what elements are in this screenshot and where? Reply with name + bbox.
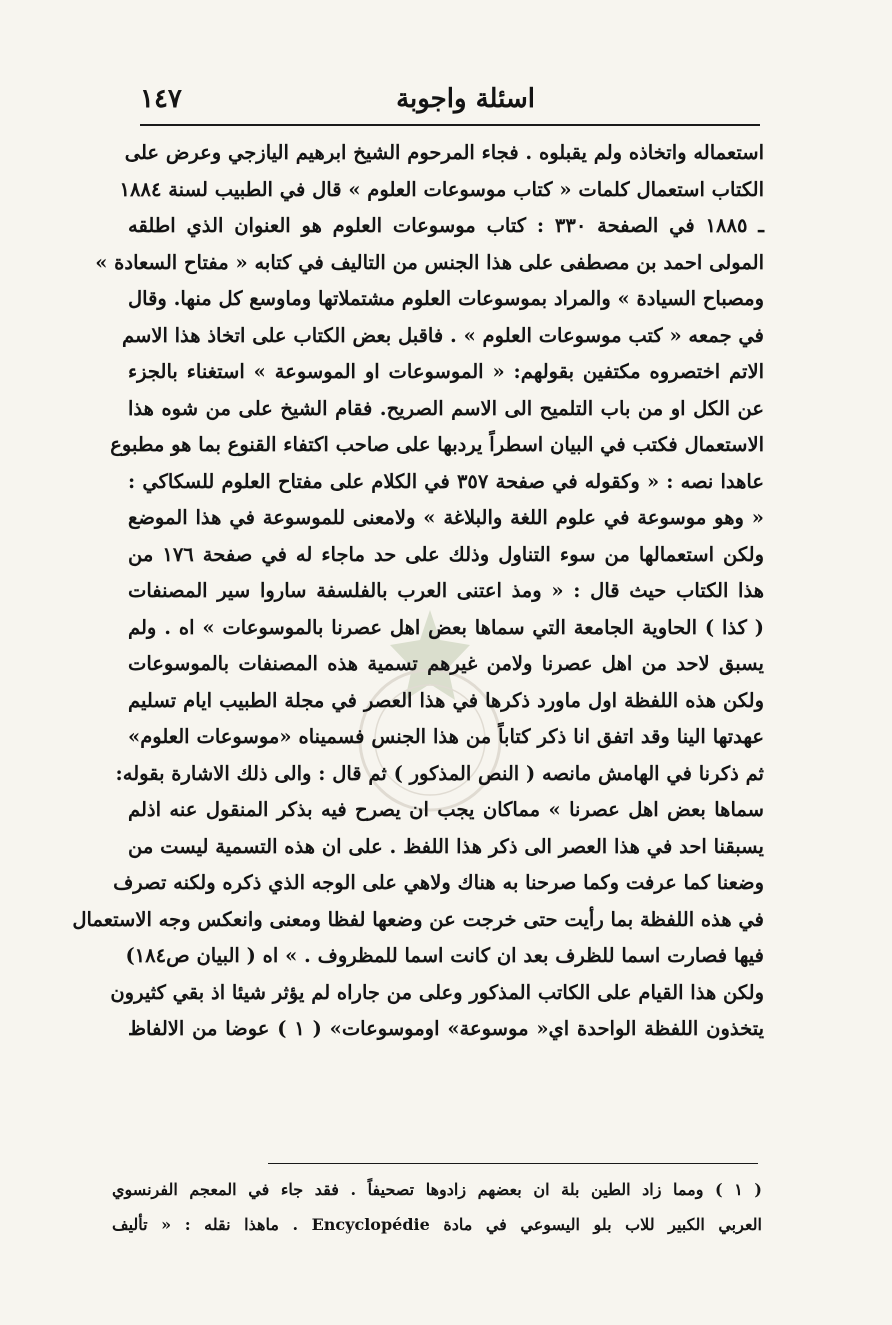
- main-text: [72, 135, 765, 1048]
- footnote-line: ( ١ ) ومما زاد الطين بلة ان بعضهم زادوها تصحيفاً . فقد جاء في المعجم الفرنسوي: [112, 1180, 763, 1199]
- page-header: [140, 78, 760, 122]
- text-line: فيها فصارت اسما للظرف بعد ان كانت اسما للمظروف . » اه ( البيان ص١٨٤): [125, 944, 764, 967]
- text-line: الاتم اختصروه مكتفين بقولهم: « الموسوعات او الموسوعة » استغناء بالجزء: [128, 360, 764, 383]
- text-line: يتخذون اللفظة الواحدة اي« موسوعة» اوموسوعات» ( ١ ) عوضا من الالفاظ: [128, 1017, 765, 1040]
- text-line: سماها بعض اهل عصرنا » مماكان يجب ان يصرح فيه بذكر المنقول عنه اذلم: [128, 798, 764, 821]
- text-line: في جمعه « كتب موسوعات العلوم » . فاقبل بعض الكتاب على اتخاذ هذا الاسم: [122, 323, 764, 347]
- text-line: ـ ١٨٨٥ في الصفحة ٣٣٠ : كتاب موسوعات العلوم هو العنوان الذي اطلقه: [128, 214, 764, 237]
- page-number: ١٤٧: [140, 84, 182, 114]
- footnotes: [112, 1172, 762, 1242]
- text-line: في هذه اللفظة بما رأيت حتى خرجت عن وضعها لفظا ومعنى وانعكس وجه الاستعمال: [72, 907, 764, 931]
- text-line: « وهو موسوعة في علوم اللغة والبلاغة » ولامعنى للموسوعة في هذا الموضع: [128, 506, 764, 529]
- text-line: الاستعمال فكتب في البيان اسطراً يردبها على صاحب اكتفاء القنوع بما هو مطبوع: [110, 433, 764, 456]
- text-line: ولكن هذه اللفظة اول ماورد ذكرها في هذا العصر في مجلة الطبيب ايام تسليم: [128, 688, 764, 712]
- text-line: يسبقنا احد في هذا العصر الى ذكر هذا اللفظ . على ان هذه التسمية ليست من: [128, 834, 764, 858]
- footnote-line: العربي الكبير للاب بلو اليسوعي في مادة Encyclopédie . ماهذا نقله : « تأليف: [112, 1215, 763, 1234]
- text-line: عهدتها الينا وقد اتفق انا ذكر كتاباً من هذا الجنس فسميناه «موسوعات العلوم»: [128, 725, 764, 748]
- text-line: يسبق لاحد من اهل عصرنا ولامن غيرهم تسمية هذه المصنفات بالموسوعات: [128, 652, 764, 675]
- text-line: الكتاب استعمال كلمات « كتاب موسوعات العلوم » قال في الطبيب لسنة ١٨٨٤: [119, 177, 764, 201]
- running-title: اسئلة واجوبة: [396, 84, 535, 114]
- text-line: عاهدا نصه : « وكقوله في صفحة ٣٥٧ في الكلام على مفتاح العلوم للسكاكي :: [128, 469, 764, 493]
- text-line: ولكن هذا القيام على الكاتب المذكور وعلى من جاراه لم يؤثر شيئا اذ بقي كثيرون: [110, 980, 764, 1004]
- text-line: ولكن استعمالها من سوء التناول وذلك على حد ماجاء له في صفحة ١٧٦ من: [128, 542, 764, 566]
- text-line: ( كذا ) الحاوية الجامعة التي سماها بعض اهل عصرنا بالموسوعات » اه . ولم: [128, 615, 764, 639]
- text-line: ومصباح السيادة » والمراد بموسوعات العلوم مشتملاتها وماوسع كل منها. وقال: [127, 287, 764, 310]
- footnote-rule: [268, 1163, 758, 1164]
- text-line: ثم ذكرنا في الهامش مانصه ( النص المذكور ) ثم قال : والى ذلك الاشارة بقوله:: [115, 761, 764, 785]
- text-line: هذا الكتاب حيث قال : « ومذ اعتنى العرب بالفلسفة ساروا سير المصنفات: [128, 579, 764, 602]
- text-line: المولى احمد بن مصطفى على هذا الجنس من التاليف في كتابه « مفتاح السعادة »: [95, 250, 764, 274]
- header-rule: [140, 124, 760, 126]
- text-line: وضعنا كما عرفت وكما صرحنا به هناك ولاهي على الوجه الذي ذكره ولكنه تصرف: [113, 871, 764, 894]
- text-line: استعماله واتخاذه ولم يقبلوه . فجاء المرحوم الشيخ ابرهيم اليازجي وعرض على: [124, 141, 764, 164]
- text-line: عن الكل او من باب التلميح الى الاسم الصريح. فقام الشيخ على من شوه هذا: [128, 396, 764, 420]
